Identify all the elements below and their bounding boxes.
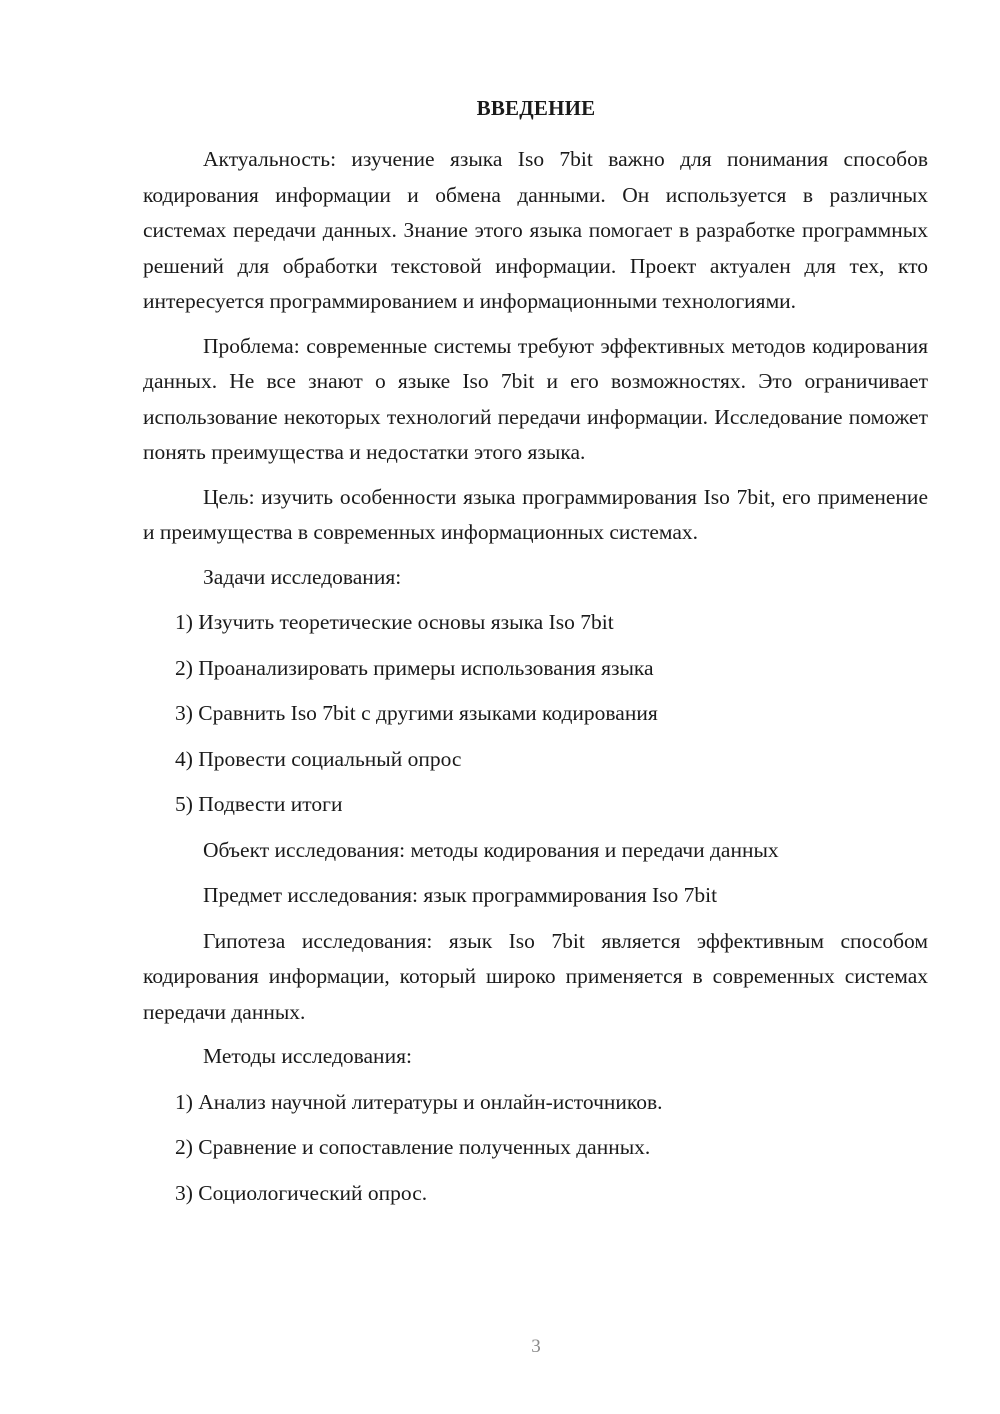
methods-list bbox=[143, 1085, 928, 1222]
task-item: 3) Сравнить Iso 7bit с другими языками кодирования bbox=[175, 701, 658, 725]
research-object: Объект исследования: методы кодирования и передачи данных bbox=[203, 837, 779, 862]
method-item: 1) Анализ научной литературы и онлайн-источников. bbox=[175, 1089, 663, 1114]
hypothesis-paragraph: Гипотеза исследования: язык Iso 7bit является эффективным способом кодирования информации, который широко применяется в современных системах передачи данных. bbox=[143, 928, 928, 1024]
method-item: 2) Сравнение и сопоставление полученных данных. bbox=[175, 1135, 651, 1159]
tasks-heading: Задачи исследования: bbox=[203, 564, 402, 589]
methods-heading: Методы исследования: bbox=[203, 1044, 412, 1068]
task-item: 1) Изучить теоретические основы языка Iso 7bit bbox=[175, 610, 614, 634]
page-title: ВВЕДЕНИЕ bbox=[476, 96, 596, 120]
task-item: 2) Проанализировать примеры использования языка bbox=[175, 655, 654, 680]
page-number: 3 bbox=[531, 1336, 541, 1357]
task-item: 4) Провести социальный опрос bbox=[175, 746, 462, 771]
task-item: 5) Подвести итоги bbox=[175, 792, 343, 816]
problem-paragraph: Проблема: современные системы требуют эффективных методов кодирования данных. Не все знают о языке Iso 7bit и его возможностях. Это ограничивает использование некоторых технологий передачи информации. Исследование поможет понять преимущества и недостатки этого языка. bbox=[143, 333, 928, 464]
document-body bbox=[143, 142, 928, 1221]
method-item: 3) Социологический опрос. bbox=[175, 1180, 428, 1205]
research-subject: Предмет исследования: язык программирования Iso 7bit bbox=[203, 883, 718, 907]
goal-paragraph: Цель: изучить особенности языка программирования Iso 7bit, его применение и преимущества в современных информационных системах. bbox=[143, 484, 928, 544]
tasks-list bbox=[143, 605, 928, 833]
relevance-paragraph: Актуальность: изучение языка Iso 7bit важно для понимания способов кодирования информации и обмена данными. Он используется в различных системах передачи данных. Знание этого языка помогает в разработке программных решений для обработки текстовой информации. Проект актуален для тех, кто интересуется программированием и информационными технологиями. bbox=[143, 147, 928, 313]
